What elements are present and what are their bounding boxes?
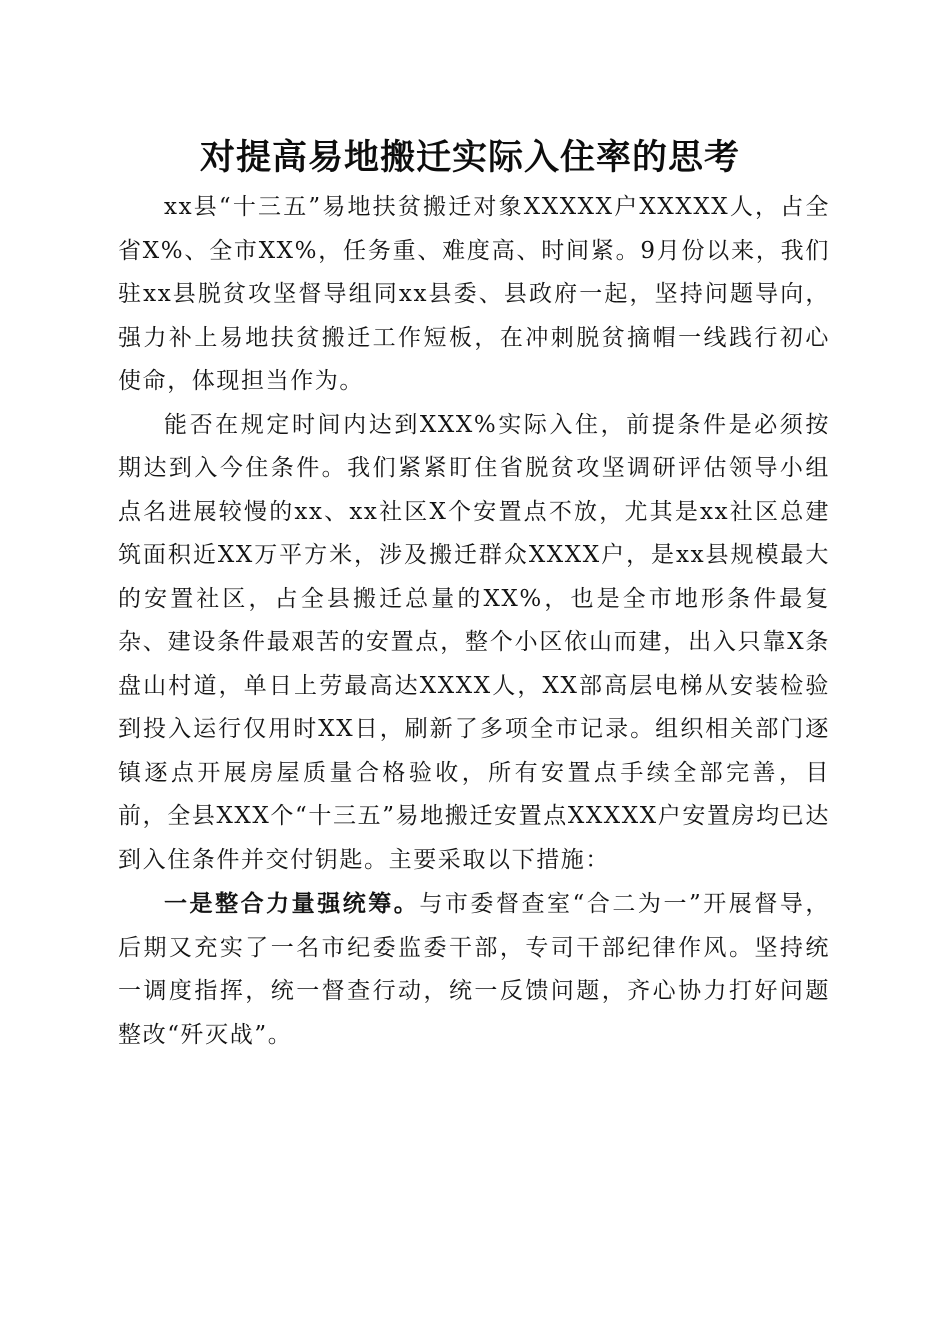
- paragraph-lead-heading: 一是整合力量强统筹。: [164, 890, 420, 917]
- document-body: [118, 186, 830, 1057]
- paragraph-measure-one: [118, 882, 830, 1057]
- paragraph-intro: [118, 186, 830, 404]
- paragraph-progress: [118, 404, 830, 883]
- paragraph-text: xx县“十三五”易地扶贫搬迁对象XXXXX户XXXXX人，占全省X%、全市XX%，任务重、难度高、时间紧。9月份以来，我们驻xx县脱贫攻坚督导组同xx县委、县政府一起，坚持问题导向，强力补上易地扶贫搬迁工作短板，在冲刺脱贫摘帽一线践行初心使命，体现担当作为。: [118, 194, 830, 394]
- paragraph-text: 能否在规定时间内达到XXX%实际入住，前提条件是必须按期达到入今住条件。我们紧紧盯住省脱贫攻坚调研评估领导小组点名进展较慢的xx、xx社区X个安置点不放，尤其是xx社区总建筑面积近XX万平方米，涉及搬迁群众XXXX户，是xx县规模最大的安置社区，占全县搬迁总量的XX%，也是全市地形条件最复杂、建设条件最艰苦的安置点，整个小区依山而建，出入只靠X条盘山村道，单日上劳最高达XXXX人，XX部高层电梯从安装检验到投入运行仅用时XX日，刷新了多项全市记录。组织相关部门逐镇逐点开展房屋质量合格验收，所有安置点手续全部完善，目前，全县XXX个“十三五”易地搬迁安置点XXXXX户安置房均已达到入住条件并交付钥匙。主要采取以下措施：: [118, 411, 830, 873]
- paragraph-text: 与市委督查室“合二为一”开展督导，后期又充实了一名市纪委监委干部，专司干部纪律作风。坚持统一调度指挥，统一督查行动，统一反馈问题，齐心协力打好问题整改“歼灭战”。: [118, 891, 831, 1048]
- document-title: 对提高易地搬迁实际入住率的思考: [199, 137, 740, 178]
